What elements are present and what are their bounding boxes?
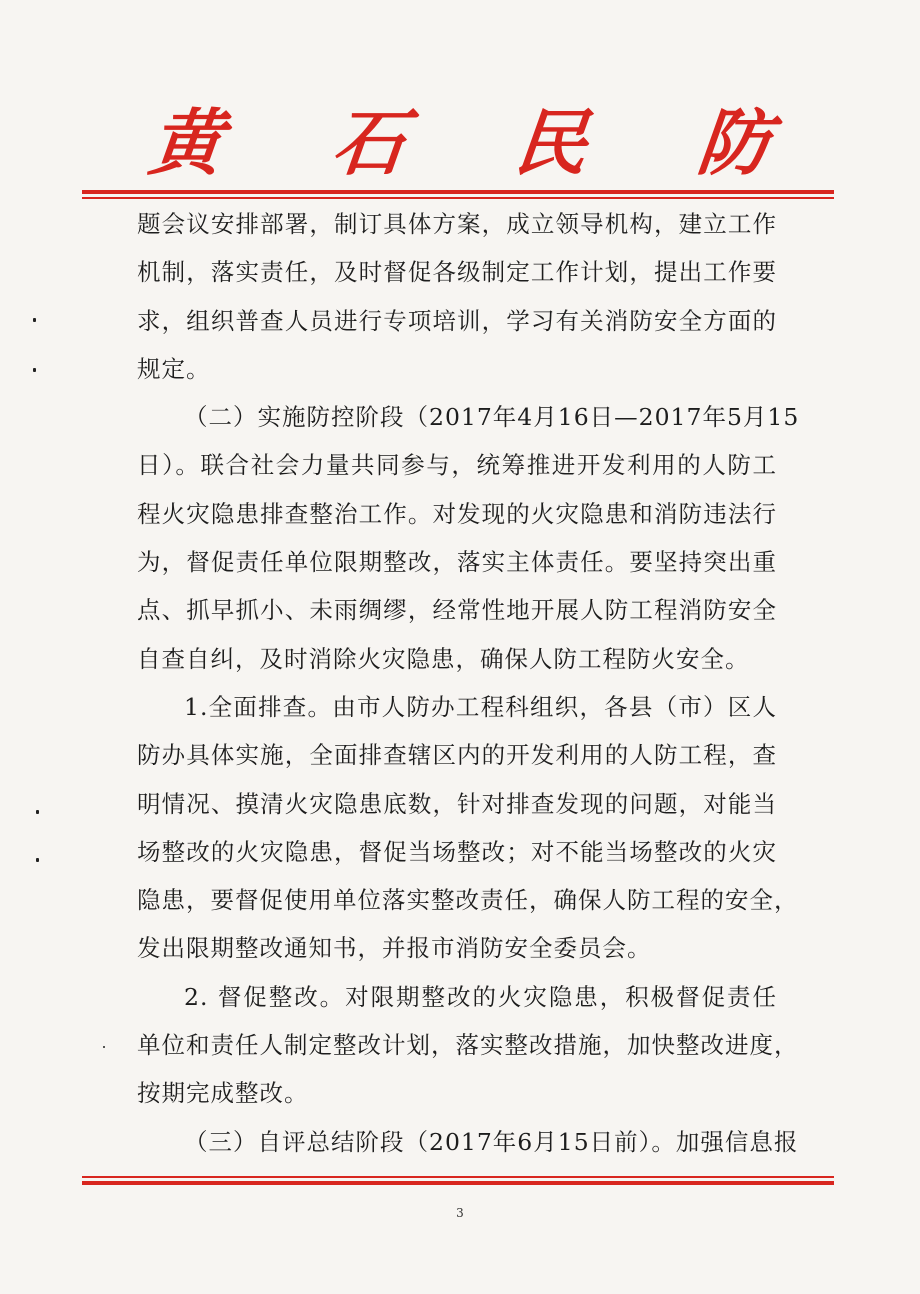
- masthead-char-1: 黄: [145, 100, 227, 185]
- body-text: [137, 200, 800, 1166]
- masthead-char-4: 防: [693, 100, 775, 185]
- body-line: 程火灾隐患排查整治工作。对发现的火灾隐患和消防违法行: [137, 499, 777, 528]
- page-number: 3: [456, 1206, 464, 1220]
- scan-speck: [33, 318, 36, 322]
- item-heading-line: 2. 督促整改。对限期整改的火灾隐患，积极督促责任: [184, 982, 777, 1011]
- scan-speck: [103, 1046, 105, 1048]
- section-heading-line: （二）实施防控阶段（2017年4月16日—2017年5月15: [184, 403, 800, 432]
- body-line: 隐患，要督促使用单位落实整改责任，确保人防工程的安全，: [137, 886, 799, 915]
- body-line: 防办具体实施，全面排查辖区内的开发利用的人防工程，查: [137, 741, 777, 770]
- header-red-rule: [82, 190, 834, 199]
- body-line: 机制，落实责任，及时督促各级制定工作计划，提出工作要: [137, 258, 777, 287]
- body-line: 求，组织普查人员进行专项培训，学习有关消防安全方面的: [137, 306, 777, 335]
- masthead-char-2: 石: [328, 100, 410, 185]
- masthead-title: [145, 98, 775, 188]
- body-line: 规定。: [137, 354, 211, 383]
- scan-speck: [36, 810, 39, 814]
- header-rule-thick: [82, 190, 834, 194]
- body-line: 日）。联合社会力量共同参与，统筹推进开发利用的人防工: [137, 451, 777, 480]
- footer-rule-thick: [82, 1181, 834, 1185]
- body-line: 自查自纠，及时消除火灾隐患，确保人防工程防火安全。: [137, 644, 750, 673]
- footer-red-rule: [82, 1176, 834, 1185]
- section-heading-line: （三）自评总结阶段（2017年6月15日前）。加强信息报: [184, 1127, 799, 1156]
- body-line: 题会议安排部署，制订具体方案，成立领导机构，建立工作: [137, 210, 777, 238]
- body-line: 为，督促责任单位限期整改，落实主体责任。要坚持突出重: [137, 548, 777, 577]
- header-rule-thin: [82, 197, 834, 199]
- body-line: 场整改的火灾隐患，督促当场整改；对不能当场整改的火灾: [137, 837, 777, 866]
- masthead-char-3: 民: [510, 100, 592, 185]
- body-line: 单位和责任人制定整改计划，落实整改措施，加快整改进度，: [137, 1031, 799, 1060]
- scan-speck: [33, 368, 36, 372]
- body-line: 按期完成整改。: [137, 1079, 309, 1108]
- scan-speck: [36, 858, 39, 862]
- body-line: 明情况、摸清火灾隐患底数，针对排查发现的问题，对能当: [137, 789, 777, 818]
- body-line: 发出限期整改通知书，并报市消防安全委员会。: [137, 934, 652, 963]
- item-heading-line: 1.全面排查。由市人防办工程科组织，各县（市）区人: [184, 692, 777, 721]
- footer-rule-thin: [82, 1176, 834, 1178]
- body-line: 点、抓早抓小、未雨绸缪，经常性地开展人防工程消防安全: [137, 596, 777, 625]
